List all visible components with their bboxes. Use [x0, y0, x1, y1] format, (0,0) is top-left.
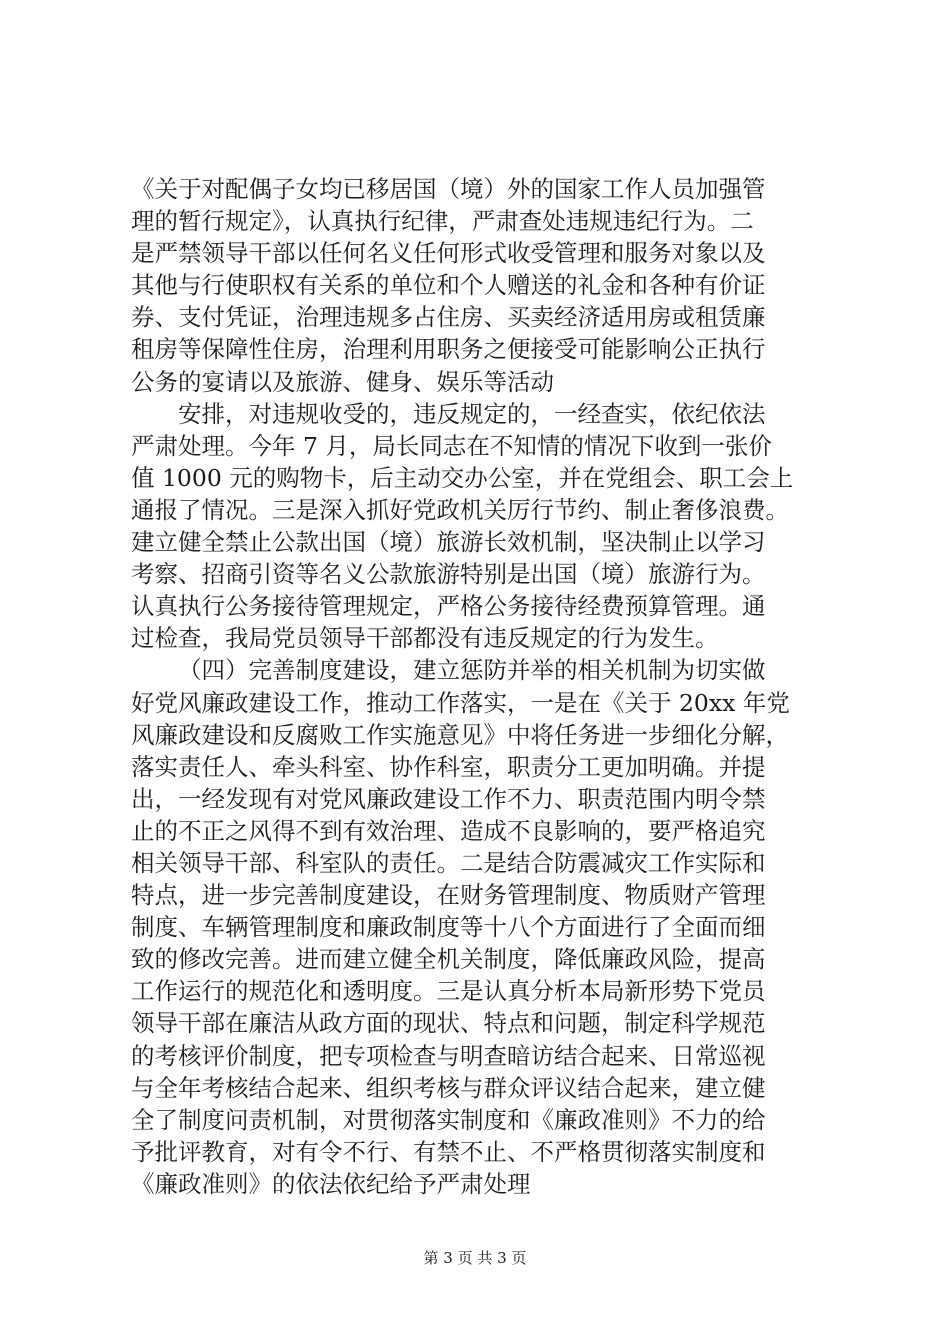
text-line: 理的暂行规定》，认真执行纪律，严肃查处违规违纪行为。二: [131, 207, 754, 236]
page-footer: 第 3 页 共 3 页: [423, 1249, 527, 1267]
text-line: 落实责任人、牵头科室、协作科室，职责分工更加明确。并提: [131, 752, 766, 781]
text-line: 是严禁领导干部以任何名义任何形式收受管理和服务对象以及: [131, 239, 766, 268]
text-line: 领导干部在廉洁从政方面的现状、特点和问题，制定科学规范: [131, 1009, 766, 1038]
text-line: 建立健全禁止公款出国（境）旅游长效机制，坚决制止以学习: [131, 528, 766, 557]
text-line: 其他与行使职权有关系的单位和个人赠送的礼金和各种有价证: [131, 271, 766, 300]
text-line: 止的不正之风得不到有效治理、造成不良影响的，要严格追究: [131, 816, 766, 845]
text-line: 过检查，我局党员领导干部都没有违反规定的行为发生。: [131, 624, 719, 653]
text-line: 通报了情况。三是深入抓好党政机关厉行节约、制止奢侈浪费。: [131, 495, 789, 524]
text-line: 考察、招商引资等名义公款旅游特别是出国（境）旅游行为。: [131, 560, 766, 589]
text-line: 予批评教育，对有令不行、有禁不止、不严格贯彻落实制度和: [131, 1137, 766, 1166]
text-line: 租房等保障性住房，治理利用职务之便接受可能影响公正执行: [131, 335, 766, 364]
text-line: 好党风廉政建设工作，推动工作落实，一是在《关于 20xx 年党: [131, 688, 790, 717]
text-line: 《廉政准则》的依法依纪给予严肃处理: [131, 1169, 531, 1198]
text-line: 严肃处理。今年 7 月，局长同志在不知情的情况下收到一张价: [131, 431, 772, 460]
text-line: 值 1000 元的购物卡，后主动交办公室，并在党组会、职工会上: [131, 463, 794, 492]
text-line: 出，一经发现有对党风廉政建设工作不力、职责范围内明令禁: [131, 784, 766, 813]
text-line: 相关领导干部、科室队的责任。二是结合防震减灾工作实际和: [131, 848, 766, 877]
text-line: 公务的宴请以及旅游、健身、娱乐等活动: [131, 367, 554, 396]
text-line: 风廉政建设和反腐败工作实施意见》中将任务进一步细化分解，: [131, 720, 789, 749]
text-line: 认真执行公务接待管理规定，严格公务接待经费预算管理。通: [131, 592, 766, 621]
text-line: 致的修改完善。进而建立健全机关制度，降低廉政风险，提高: [131, 945, 766, 974]
text-line: 制度、车辆管理制度和廉政制度等十八个方面进行了全面而细: [131, 913, 766, 942]
text-line: 与全年考核结合起来、组织考核与群众评议结合起来，建立健: [131, 1073, 766, 1102]
text-line: 特点，进一步完善制度建设，在财务管理制度、物质财产管理: [131, 881, 766, 910]
text-line: 《关于对配偶子女均已移居国（境）外的国家工作人员加强管: [131, 175, 766, 203]
text-line: （四）完善制度建设，建立惩防并举的相关机制为切实做: [178, 656, 766, 685]
text-line: 券、支付凭证，治理违规多占住房、买卖经济适用房或租赁廉: [131, 303, 766, 332]
text-line: 工作运行的规范化和透明度。三是认真分析本局新形势下党员: [131, 977, 766, 1006]
text-line: 的考核评价制度，把专项检查与明查暗访结合起来、日常巡视: [131, 1041, 766, 1070]
text-line: 安排，对违规收受的，违反规定的，一经查实，依纪依法: [178, 399, 766, 428]
text-line: 全了制度问责机制，对贯彻落实制度和《廉政准则》不力的给: [131, 1105, 766, 1134]
document-body: [131, 173, 831, 1200]
